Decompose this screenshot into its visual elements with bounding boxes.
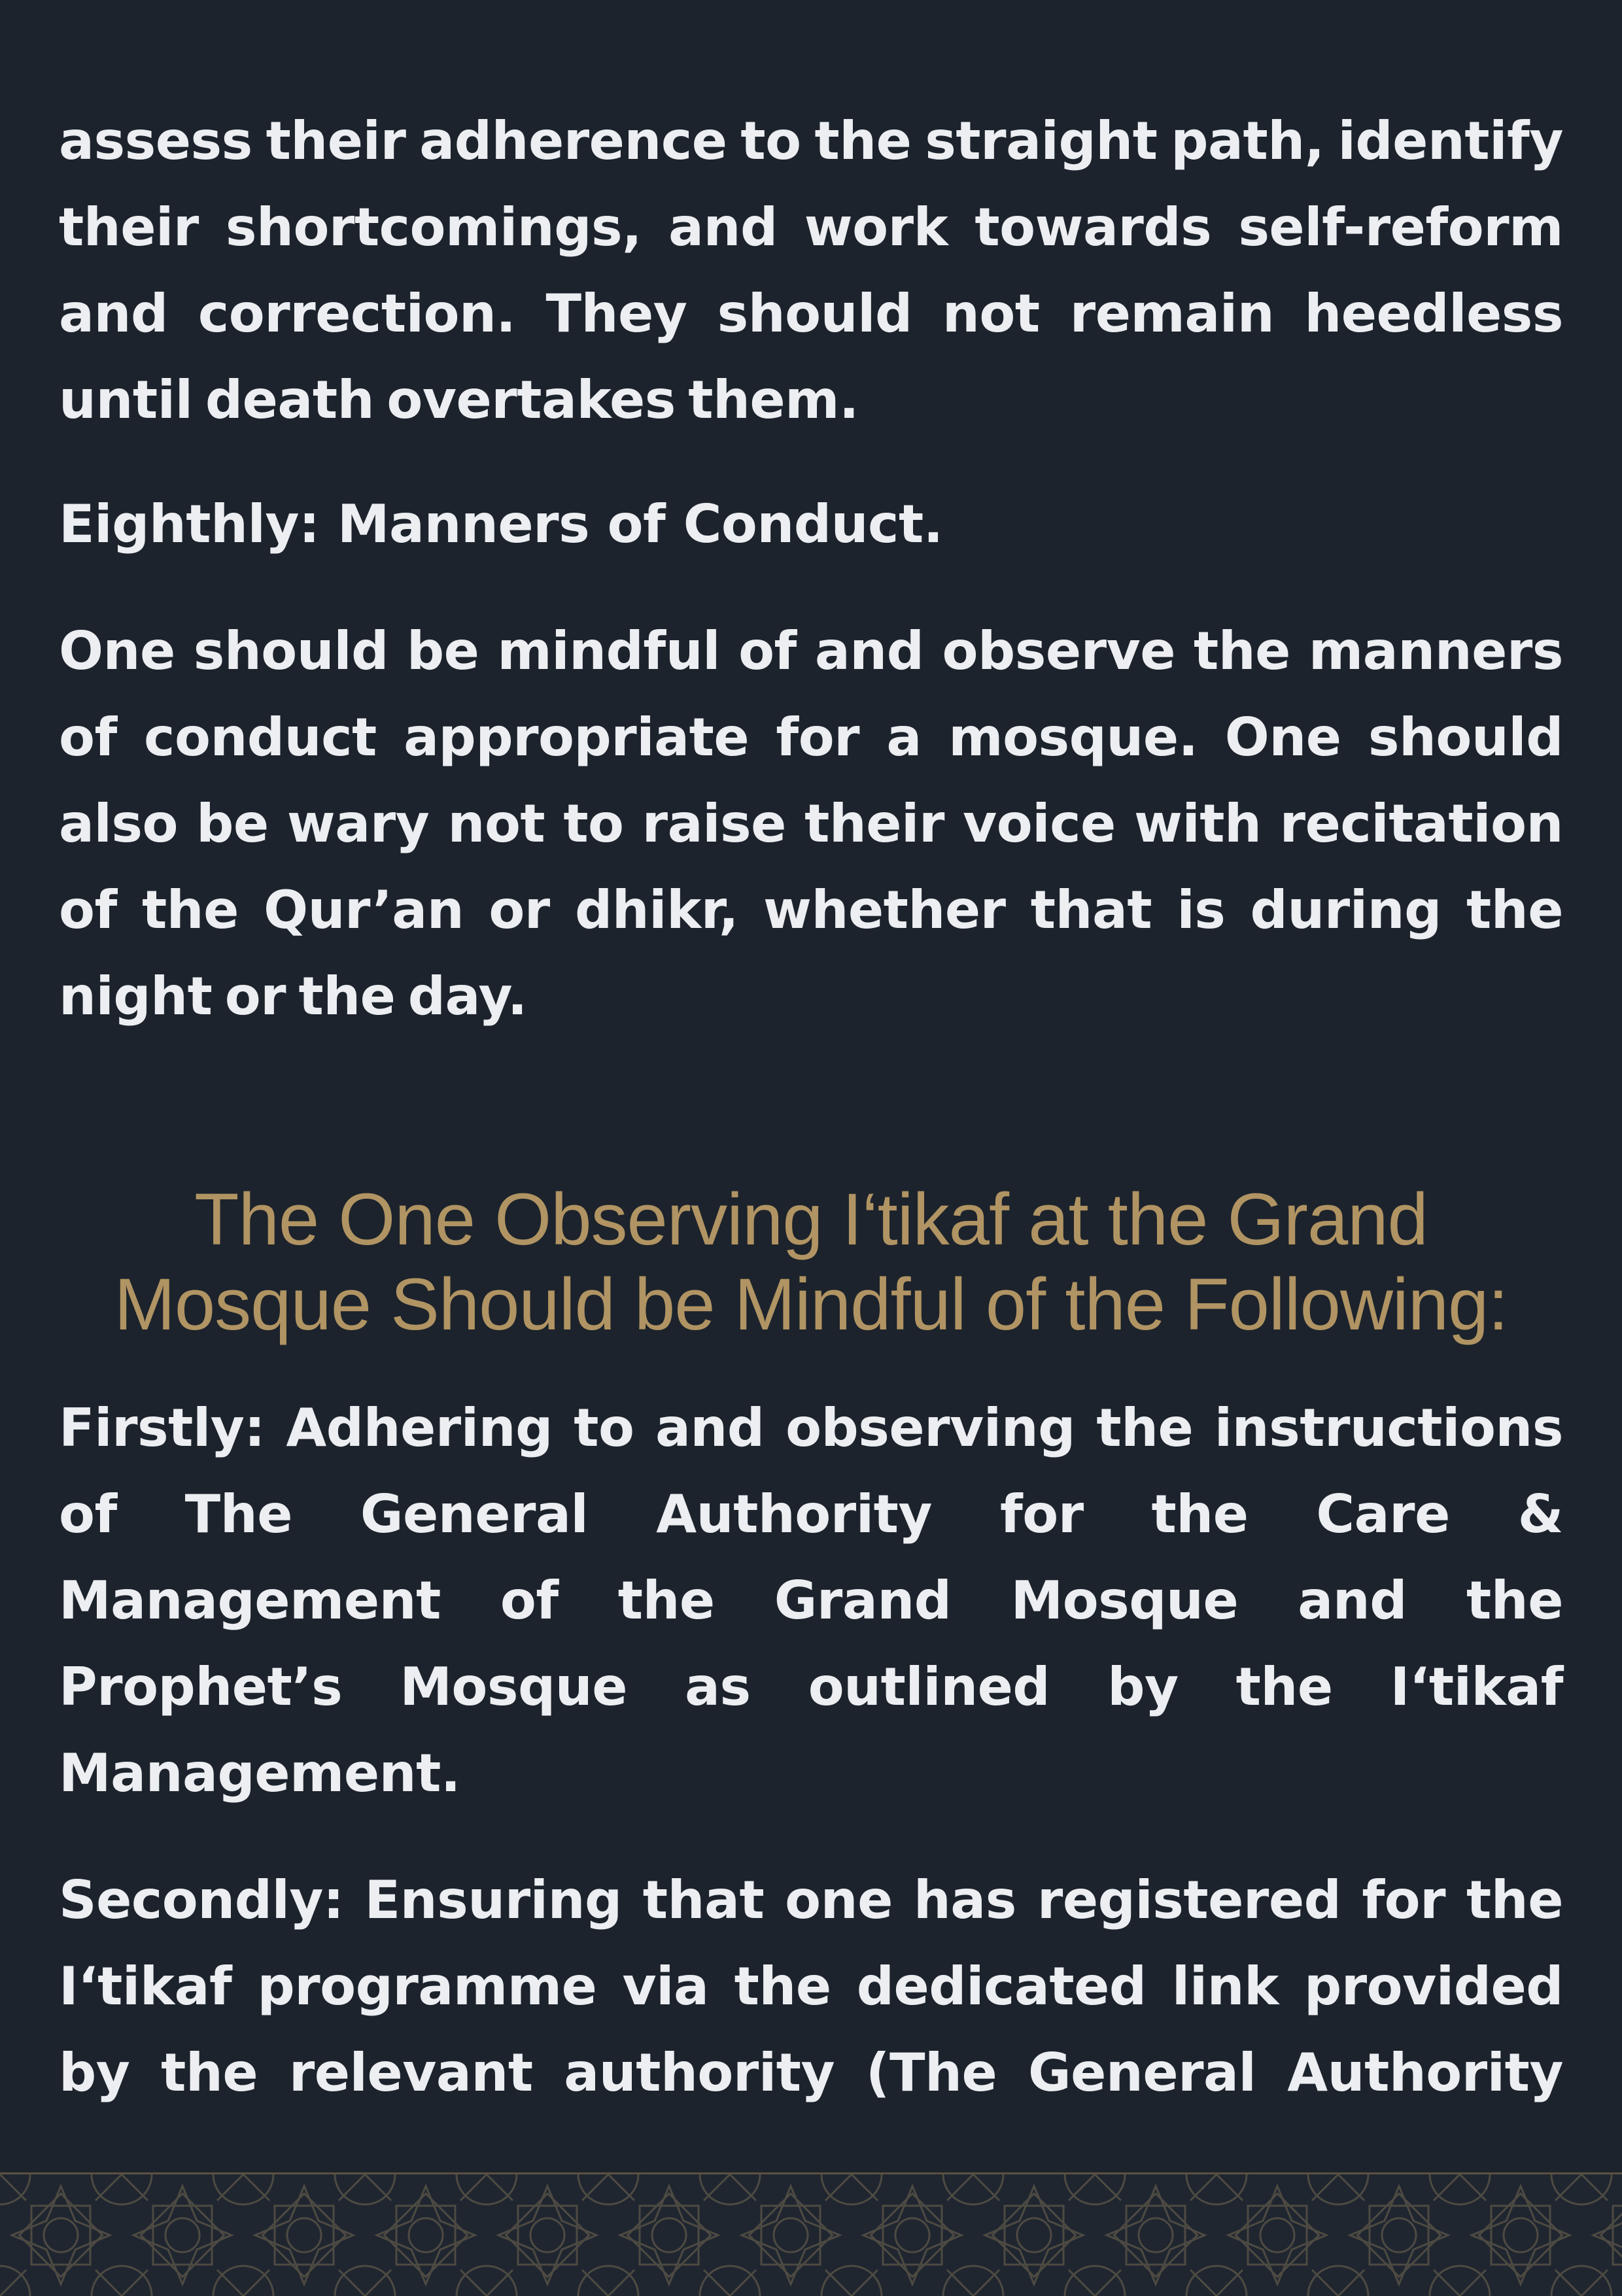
firstly-text: Adhering to and observing the instructions of The General Authority for the Care & Management of the Grand Mosque and the Prophet’s Mosque as outlined by the I‘tikaf Management. [59,1397,1563,1804]
paragraph-self-reform: assess their adherence to the straight path, identify their shortcomings, and work towards self-reform and correction. They should not remain heedless until death overtakes them. [59,111,1563,430]
section-title-line-1: The One Observing I‘tikaf at the Grand [194,1178,1428,1260]
secondly-text: Ensuring that one has registered for the I‘tikaf programme via the dedicated link provided by the relevant authority (The General Authority [59,1870,1563,2103]
document-page [59,98,1563,2116]
secondly-label: Secondly: [59,1870,344,1930]
eighthly-label: Eighthly: [59,494,320,555]
firstly-label: Firstly: [59,1397,265,1458]
section-title-line-2: Mosque Should be Mindful of the Following: [114,1263,1508,1345]
eighthly-text: Manners of Conduct. [319,494,943,555]
decorative-pattern-border [0,2172,1622,2296]
item-firstly [59,1385,1563,1817]
section-title [59,1177,1563,1347]
eighthly-heading [59,481,1563,568]
paragraph-manners-of-conduct: One should be mindful of and observe the manners of conduct appropriate for a mosque. One should also be wary not to raise their voice with recitation of the Qur’an or dhikr, whether that is during the night or the day. [59,621,1563,1027]
islamic-pattern-icon [0,2174,1622,2296]
item-secondly [59,1857,1563,2116]
